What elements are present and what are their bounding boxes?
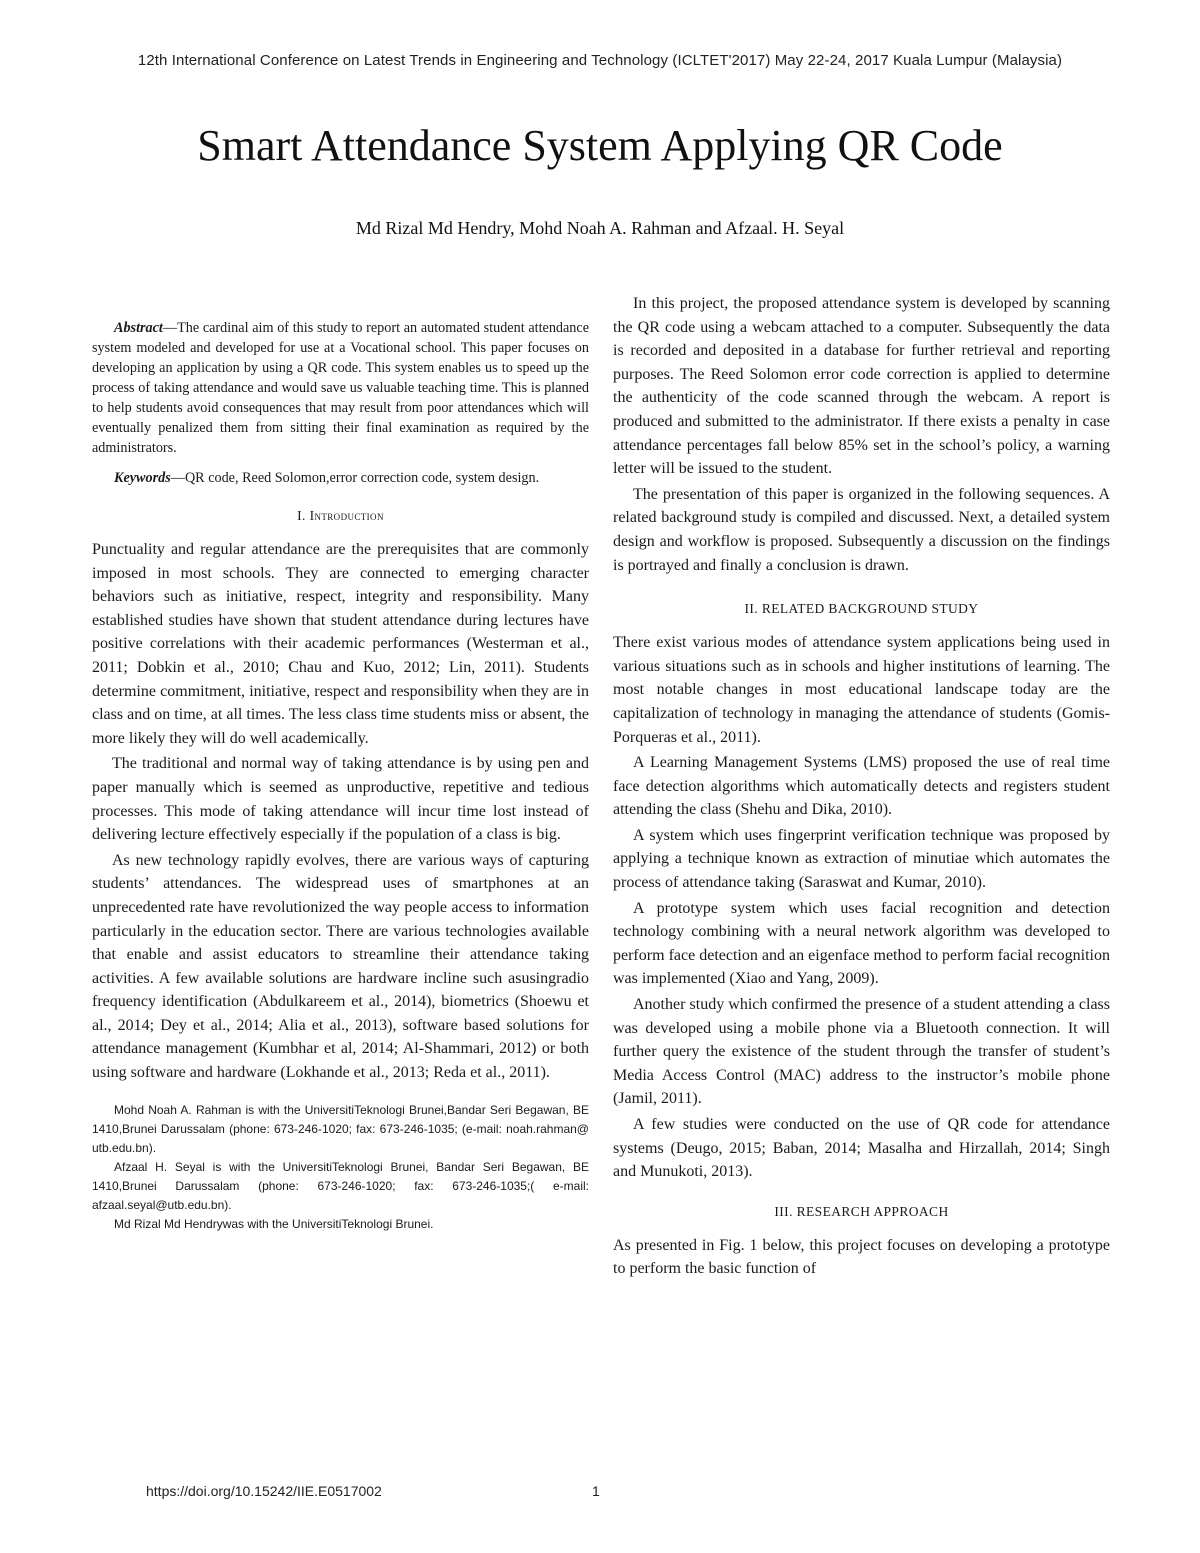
conference-header: 12th International Conference on Latest Trends in Engineering and Technology (ICLTET'2017) May 22-24, 2017 Kuala Lumpur (Malaysia) <box>137 52 1063 69</box>
footnote-3: Md Rizal Md Hendrywas with the UniversitiTeknologi Brunei. <box>114 1216 434 1231</box>
intro-paragraph-3: As new technology rapidly evolves, there are various ways of capturing students’ attendances. The widespread uses of smartphones at an unprecedented rate have revolutionized the way people access to information particularly in the education sector. There are various technologies available that enable and assist educators to streamline their attendance taking activities. A few available solutions are hardware incline such asusingradio frequency identification (Abdulkareem et al., 2014), biometrics (Shoewu et al., 2014; Dey et al., 2014; Alia et al., 2013), software based solutions for attendance management (Kumbhar et al, 2014; Al-Shammari, 2012) or both using software and hardware (Lokhande et al., 2013; Reda et al., 2011). <box>92 851 589 1082</box>
author-list: Md Rizal Md Hendry, Mohd Noah A. Rahman and Afzaal. H. Seyal <box>355 218 845 238</box>
page-number: 1 <box>592 1483 600 1499</box>
right-column <box>613 292 1110 1281</box>
section-heading-introduction: I. Introduction <box>297 508 384 523</box>
background-paragraph-4: A prototype system which uses facial recognition and detection technology combining with a neural network algorithm was developed to perform face detection and an eigenface method to perform facial recognition was implemented (Xiao and Yang, 2009). <box>613 899 1110 988</box>
footnote-2: Afzaal H. Seyal is with the UniversitiTeknologi Brunei, Bandar Seri Begawan, BE 1410,Brunei Darussalam (phone: 673-246-1020; fax: 673-246-1035;( e-mail: afzaal.seyal@utb.edu.bn). <box>92 1159 589 1212</box>
abstract-lead: Abstract <box>114 320 163 336</box>
background-paragraph-1: There exist various modes of attendance system applications being used in various situations such as in schools and higher institutions of learning. The most notable changes in most educational landscape today are the capitalization of technology in managing the attendance of students (Gomis-Porqueras et al., 2011). <box>613 634 1110 746</box>
intro-continued-paragraph-1: In this project, the proposed attendance system is developed by scanning the QR code using a webcam attached to a computer. Subsequently the data is recorded and deposited in a database for further retrieval and reporting purposes. The Reed Solomon error code correction is applied to determine the authenticity of the code scanned through the webcam. A report is produced and submitted to the administrator. If there exists a penalty in case attendance percentages fall below 85% set in the school’s policy, a warning letter will be issued to the student. <box>613 295 1110 478</box>
keywords-text: —QR code, Reed Solomon,error correction code, system design. <box>170 470 540 486</box>
section-heading-related-background: II. RELATED BACKGROUND STUDY <box>744 601 979 617</box>
keywords <box>92 468 589 488</box>
background-paragraph-3: A system which uses fingerprint verification technique was proposed by applying a technique known as extraction of minutiae which automates the process of attendance taking (Saraswat and Kumar, 2010). <box>613 826 1110 892</box>
intro-paragraph-2: The traditional and normal way of taking attendance is by using pen and paper manually which is seemed as unproductive, repetitive and tedious processes. This mode of taking attendance will incur time lost instead of delivering lecture effectively especially if the population of a class is big. <box>92 755 589 844</box>
keywords-lead: Keywords <box>114 470 171 486</box>
research-approach-paragraph-1: As presented in Fig. 1 below, this project focuses on developing a prototype to perform the basic function of <box>613 1236 1110 1278</box>
background-paragraph-2: A Learning Management Systems (LMS) proposed the use of real time face detection algorithms which automatically detects and registers student attending the class (Shehu and Dika, 2010). <box>613 754 1110 819</box>
author-footnotes <box>92 1101 589 1234</box>
left-column <box>92 318 589 1234</box>
abstract <box>92 318 589 458</box>
footnote-1: Mohd Noah A. Rahman is with the UniversitiTeknologi Brunei,Bandar Seri Begawan, BE 1410,Brunei Darussalam (phone: 673-246-1020; fax: 673-246-1035; (e-mail: noah.rahman@ utb.edu.bn). <box>92 1102 589 1155</box>
intro-paragraph-1: Punctuality and regular attendance are the prerequisites that are commonly imposed in most schools. They are connected to emerging character behaviors such as initiative, respect, integrity and responsibility. Many established studies have shown that student attendance during lectures have positive correlations with their academic performances (Westerman et al., 2011; Dobkin et al., 2010; Chau and Kuo, 2012; Lin, 2011). Students determine commitment, initiative, respect and responsibility when they are in class and on time, at all times. The less class time students miss or absent, the more likely they will do well academically. <box>92 541 589 747</box>
section-heading-research-approach: III. RESEARCH APPROACH <box>774 1203 949 1219</box>
paper-title: Smart Attendance System Applying QR Code <box>197 121 1003 170</box>
doi-link[interactable]: https://doi.org/10.15242/IIE.E0517002 <box>146 1483 382 1499</box>
background-paragraph-6: A few studies were conducted on the use of QR code for attendance systems (Deugo, 2015; Baban, 2014; Masalha and Hirzallah, 2014; Singh and Munukoti, 2013). <box>613 1116 1110 1181</box>
background-paragraph-5: Another study which confirmed the presence of a student attending a class was developed using a mobile phone via a Bluetooth connection. It will further query the existence of the student through the transfer of student’s Media Access Control (MAC) address to the instructor’s mobile phone (Jamil, 2011). <box>613 996 1110 1108</box>
intro-continued-paragraph-2: The presentation of this paper is organized in the following sequences. A related background study is compiled and discussed. Next, a detailed system design and workflow is proposed. Subsequently a discussion on the findings is portrayed and finally a conclusion is drawn. <box>613 485 1110 574</box>
abstract-text: —The cardinal aim of this study to report an automated student attendance system modeled and developed for use at a Vocational school. This paper focuses on developing an application by using a QR code. This system enables us to speed up the process of taking attendance and would save us valuable teaching time. This is planned to help students avoid consequences that may result from poor attendances which will eventually penalized them from sitting their final examination as required by the administrators. <box>92 320 589 456</box>
